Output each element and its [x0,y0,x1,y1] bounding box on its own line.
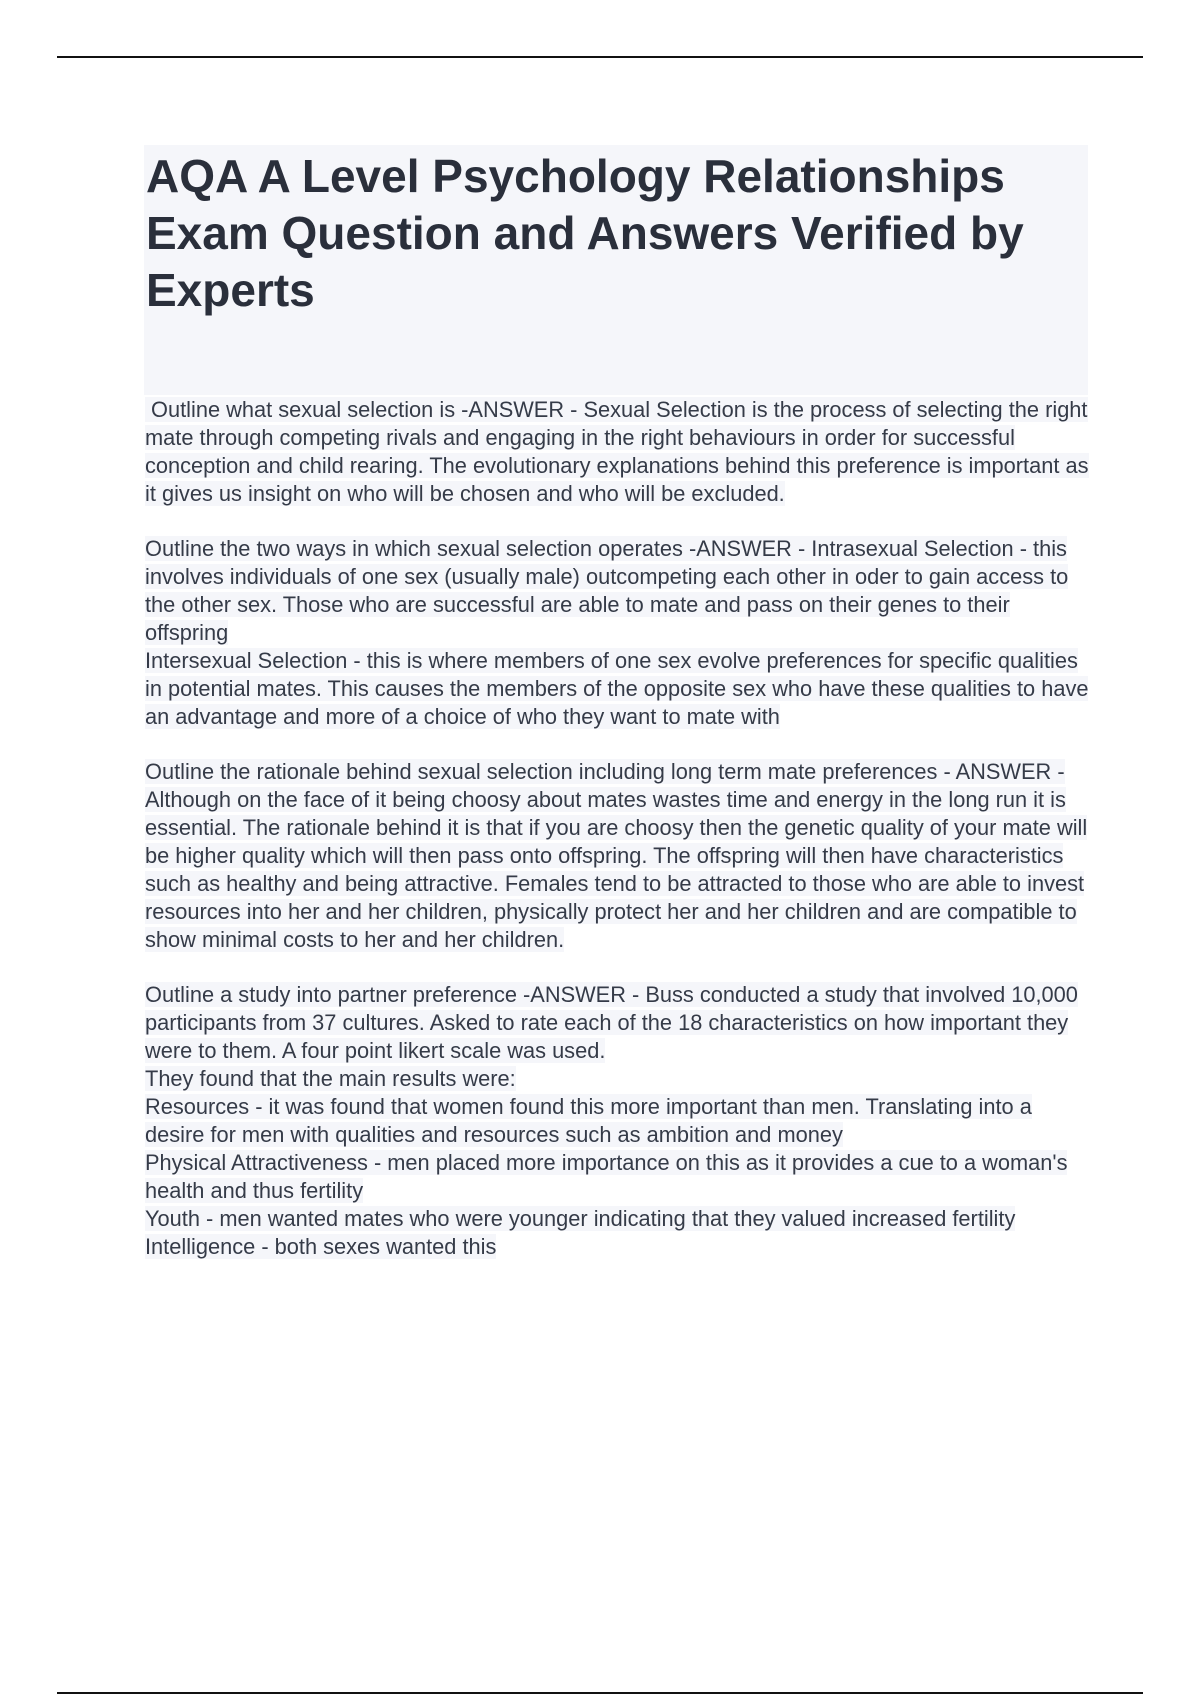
qa-paragraph [145,1205,1089,1233]
qa-paragraph [145,396,1089,508]
qa-paragraph [145,535,1089,647]
document-title: AQA A Level Psychology Relationships Exam Question and Answers Verified by Experts [146,150,1024,316]
qa-paragraph [145,1065,1089,1093]
qa-paragraph [145,1093,1089,1149]
header-rule [57,56,1143,58]
qa-paragraph [145,647,1089,731]
qa-text: Intersexual Selection - this is where members of one sex evolve preferences for specific qualities in potential mates. This causes the members of the opposite sex who have these qualities to have an advantage and more of a choice of who they want to mate with [145,648,1089,729]
qa-text: Physical Attractiveness - men placed more importance on this as it provides a cue to a woman's health and thus fertility [145,1150,1068,1203]
qa-entry [145,396,1089,508]
qa-text: Outline the rationale behind sexual selection including long term mate preferences - ANSWER - Although on the face of it being choosy about mates wastes time and energy in the long run it is essential. The rationale behind it is that if you are choosy then the genetic quality of your mate will be higher quality which will then pass onto offspring. The offspring will then have characteristics such as healthy and being attractive. Females tend to be attracted to those who are able to invest resources into her and her children, physically protect her and her children and are compatible to show minimal costs to her and her children. [145,759,1088,952]
qa-text: Youth - men wanted mates who were younger indicating that they valued increased fertility [145,1206,1016,1231]
qa-entry [145,758,1089,954]
qa-text: Resources - it was found that women found this more important than men. Translating into a desire for men with qualities and resources such as ambition and money [145,1094,1032,1147]
qa-list [145,396,1089,1288]
qa-text: Intelligence - both sexes wanted this [145,1234,497,1259]
qa-text: Outline a study into partner preference -ANSWER - Buss conducted a study that involved 10,000 participants from 37 cultures. Asked to rate each of the 18 characteristics on how important they were to them. A four point likert scale was used. [145,982,1078,1063]
qa-paragraph [145,981,1089,1065]
footer-rule [57,1692,1143,1694]
qa-text: Outline the two ways in which sexual selection operates -ANSWER - Intrasexual Selection - this involves individuals of one sex (usually male) outcompeting each other in oder to gain access to the other sex. Those who are successful are able to mate and pass on their genes to their offspring [145,536,1069,645]
qa-paragraph [145,1233,1089,1261]
qa-entry [145,981,1089,1261]
qa-text: They found that the main results were: [145,1066,516,1091]
qa-text: Outline what sexual selection is -ANSWER - Sexual Selection is the process of selecting the right mate through competing rivals and engaging in the right behaviours in order for successful conception and child rearing. The evolutionary explanations behind this preference is important as it gives us insight on who will be chosen and who will be excluded. [145,397,1089,506]
qa-paragraph [145,758,1089,954]
title-block [144,145,1088,395]
qa-entry [145,535,1089,731]
qa-paragraph [145,1149,1089,1205]
